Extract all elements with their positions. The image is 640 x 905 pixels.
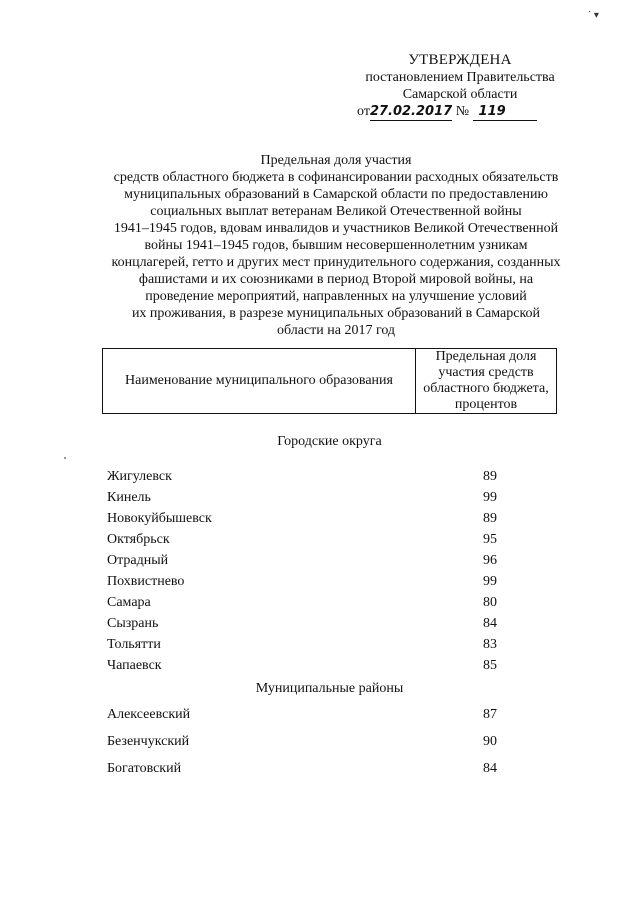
approval-line3: Самарской области [402, 87, 518, 102]
table-header [102, 348, 557, 414]
row-name: Тольятти [107, 637, 161, 652]
date-value: 27.02.2017 [369, 104, 453, 119]
row-name: Кинель [107, 490, 151, 505]
column-header-share-line: областного бюджета, [423, 381, 549, 396]
table-row [107, 707, 497, 725]
row-value: 96 [483, 553, 497, 568]
table-row [107, 595, 497, 613]
title-line: социальных выплат ветеранам Великой Отечественной войны [150, 204, 522, 219]
row-value: 80 [483, 595, 497, 610]
row-name: Безенчукский [107, 734, 190, 749]
number-prefix: № [455, 104, 470, 119]
title-line: области на 2017 год [276, 323, 396, 338]
title-line: 1941–1945 годов, вдовам инвалидов и участников Великой Отечественной [113, 221, 559, 236]
approval-signature-line [340, 103, 580, 121]
table-row [107, 553, 497, 571]
date-prefix: от [357, 104, 370, 119]
title-line: проведение мероприятий, направленных на улучшение условий [145, 289, 527, 304]
table-row [107, 469, 497, 487]
column-header-share-line: Предельная доля [435, 349, 537, 364]
table-row [107, 761, 497, 779]
title-line: фашистами и их союзниками в период Второй мировой войны, на [138, 272, 534, 287]
approval-line2: постановлением Правительства [365, 70, 555, 85]
approval-block [340, 52, 580, 121]
table-row [107, 574, 497, 592]
section-municipal-districts: Муниципальные районы [255, 681, 404, 696]
row-value: 87 [483, 707, 497, 722]
row-value: 95 [483, 532, 497, 547]
table-row [107, 532, 497, 550]
title-line: их проживания, в разрезе муниципальных образований в Самарской [131, 306, 541, 321]
row-name: Алексеевский [107, 707, 191, 722]
title-line: Предельная доля участия [260, 153, 412, 168]
table-row [107, 511, 497, 529]
column-header-share-line: процентов [454, 397, 518, 412]
row-value: 85 [483, 658, 497, 673]
number-value: 119 [478, 104, 506, 119]
table-row [107, 637, 497, 655]
row-name: Отрадный [107, 553, 169, 568]
table-row [107, 658, 497, 676]
title-line: концлагерей, гетто и других мест принудительного содержания, созданных [111, 255, 561, 270]
column-header-name: Наименование муниципального образования [103, 349, 416, 413]
row-value: 89 [483, 469, 497, 484]
title-line: муниципальных образований в Самарской области по предоставлению [124, 187, 548, 202]
row-value: 84 [483, 616, 497, 631]
row-name: Богатовский [107, 761, 182, 776]
column-header-share-line: участия средств [438, 365, 534, 380]
row-name: Похвистнево [107, 574, 185, 589]
column-header-share [416, 349, 556, 413]
row-value: 89 [483, 511, 497, 526]
row-value: 84 [483, 761, 497, 776]
document-title [96, 152, 576, 339]
scan-mark: ˙ ▾ [588, 10, 599, 21]
row-value: 99 [483, 574, 497, 589]
row-value: 90 [483, 734, 497, 749]
scan-dot [64, 457, 66, 459]
row-value: 99 [483, 490, 497, 505]
row-name: Октябрьск [107, 532, 170, 547]
row-name: Самара [107, 595, 151, 610]
table-row [107, 734, 497, 752]
section-urban-districts: Городские округа [277, 434, 382, 449]
approval-title: УТВЕРЖДЕНА [408, 52, 512, 68]
row-name: Жигулевск [107, 469, 172, 484]
title-line: войны 1941–1945 годов, бывшим несовершеннолетним узникам [144, 238, 528, 253]
title-line: средств областного бюджета в софинансировании расходных обязательств [113, 170, 559, 185]
table-row [107, 616, 497, 634]
row-name: Новокуйбышевск [107, 511, 212, 526]
table-row [107, 490, 497, 508]
row-value: 83 [483, 637, 497, 652]
row-name: Сызрань [107, 616, 159, 631]
row-name: Чапаевск [107, 658, 162, 673]
